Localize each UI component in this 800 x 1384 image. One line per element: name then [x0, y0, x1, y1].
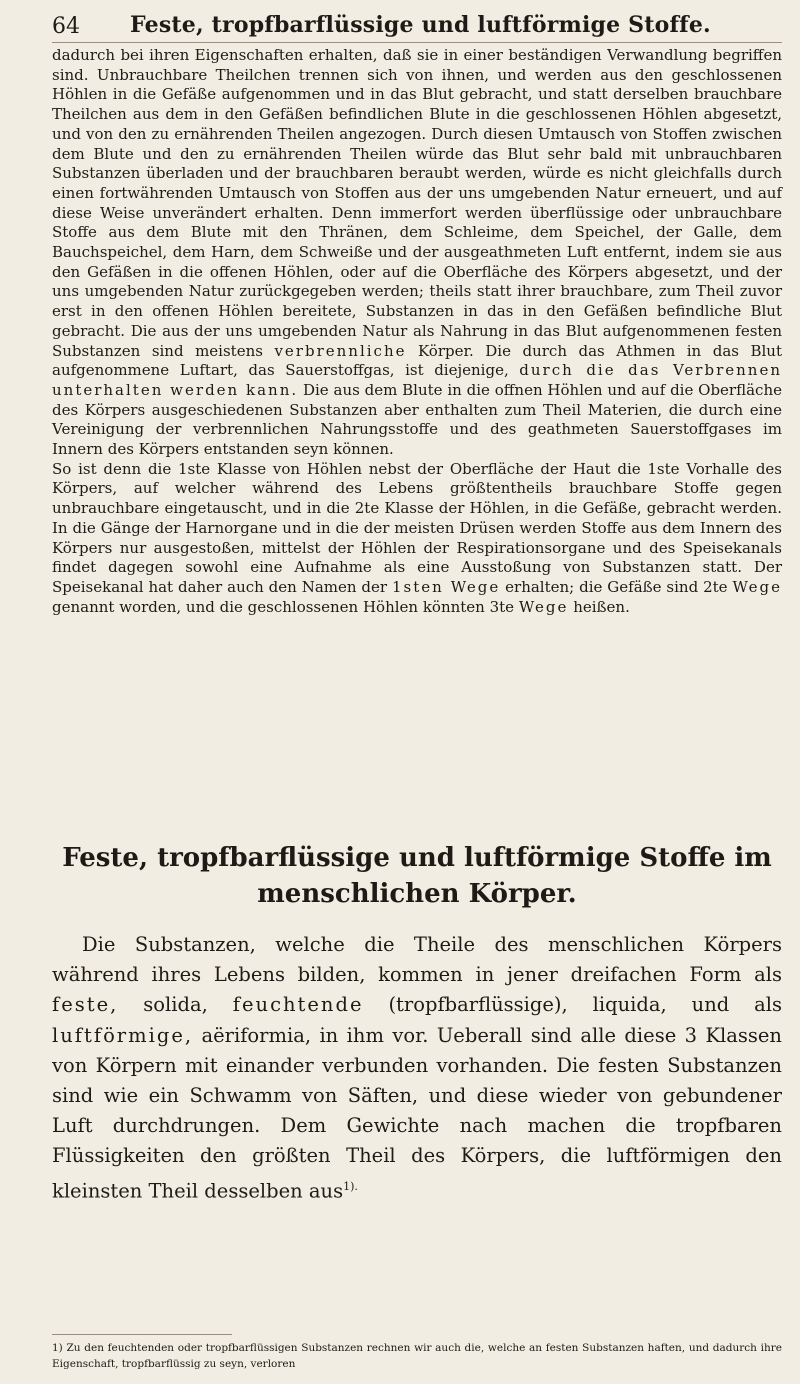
paragraph-2d-text: heißen. [573, 597, 630, 616]
section-text-3: (tropfbarflüssige), liquida, und als [388, 993, 783, 1017]
spaced-term: Wege [732, 577, 782, 596]
spaced-term: Wege [518, 597, 569, 616]
section-text-4: aëriformia, in ihm vor. Ueberall sind alle diese 3 Klassen von Körpern mit einander verbunden vorhanden. Die festen Substanzen sind wie ein Schwamm von Säften, und diese wieder von gebundener Luft durchdrungen. Dem Gewichte nach machen die tropfbaren Flüssigkeiten den größten Theil des Körpers, die luftförmigen den kleinsten Theil desselben aus [52, 1023, 782, 1203]
page-number: 64 [52, 14, 80, 39]
footnote-divider [52, 1334, 232, 1335]
paragraph-2 [52, 460, 782, 618]
paragraph-1b-text: Körper. Die durch das Athmen in das Blut aufgenommene Luftart, das Sauerstoffgas, ist diejenige, [52, 341, 782, 380]
spaced-term: feste, [52, 993, 119, 1017]
body-text [52, 46, 782, 617]
spaced-term: luftförmige, [52, 1023, 194, 1047]
paragraph-2b-text: erhalten; die Gefäße sind 2te [505, 577, 728, 596]
spaced-term: feuchtende [232, 993, 364, 1017]
spaced-term: verbrennliche [274, 341, 407, 360]
page-header [52, 10, 782, 43]
paragraph-2c-text: genannt worden, und die geschlossenen Höhlen könnten 3te [52, 597, 515, 616]
spaced-term: 1sten Wege [392, 577, 501, 596]
section-paragraph [52, 930, 782, 1206]
paragraph-1-text: dadurch bei ihren Eigenschaften erhalten, daß sie in einer beständigen Verwandlung begriffen sind. Unbrauchbare Theilchen trennen sich von ihnen, und werden aus den geschlossenen Höhlen in die Gefäße aufgenommen und in das Blut gebracht, und statt derselben brauchbare Theilchen aus dem in den Gefäßen befindlichen Blute in die geschlossenen Höhlen abgesetzt, und von den zu ernährenden Theilen angezogen. Durch diesen Umtausch von Stoffen zwischen dem Blute und den zu ernährenden Theilen würde das Blut sehr bald mit unbrauchbaren Substanzen überladen und der brauchbaren beraubt werden, würde es nicht gleichfalls durch einen fortwährenden Umtausch von Stoffen aus der uns umgebenden Natur erneuert, und auf diese Weise unverändert erhalten. Denn immerfort werden überflüssige oder unbrauchbare Stoffe aus dem Blute mit den Thränen, dem Schleime, dem Speichel, der Galle, dem Bauchspeichel, dem Harn, dem Schweiße und der ausgeathmeten Luft entfernt, indem sie aus den Gefäßen in die offenen Höhlen, oder auf die Oberfläche des Körpers abgesetzt, und der uns umgebenden Natur zurückgegeben werden; theils statt ihrer brauchbare, zum Theil zuvor erst in den offenen Höhlen bereitete, Substanzen in das in den Gefäßen befindliche Blut gebracht. Die aus der uns umgebenden Natur als Nahrung in das Blut aufgenommenen festen Substanzen sind meistens [52, 46, 782, 360]
section-text [52, 930, 782, 1206]
paragraph-2-text: So ist denn die 1ste Klasse von Höhlen nebst der Oberfläche der Haut die 1ste Vorhalle des Körpers, auf welcher während des Lebens größtentheils brauchbare Stoffe gegen unbrauchbare eingetauscht, und in die 2te Klasse der Höhlen, in die Gefäße, gebracht werden. In die Gänge der Harnorgane und in die der meisten Drüsen werden Stoffe aus dem Innern des Körpers nur ausgestoßen, mittelst der Höhlen der Respirationsorgane und des Speisekanals findet dagegen sowohl eine Aufnahme als eine Ausstoßung von Substanzen statt. Der Speisekanal hat daher auch den Namen der [52, 459, 782, 596]
section-text-1: Die Substanzen, welche die Theile des menschlichen Körpers während ihres Lebens bilden, kommen in jener dreifachen Form als [52, 933, 782, 987]
paragraph-1c-text: Die aus dem Blute in die offnen Höhlen und auf die Oberfläche des Körpers ausgeschiedenen Substanzen aber enthalten zum Theil Materien, die durch eine Vereinigung der verbrennlichen Nahrungsstoffe und des geathmeten Sauerstoffgases im Innern des Körpers entstanden seyn können. [52, 380, 782, 459]
section-title: Feste, tropfbarflüssige und luftförmige Stoffe im menschlichen Körper. [62, 843, 772, 909]
spaced-phrase: durch die das Verbrennen unterhalten werden kann. [52, 361, 782, 399]
paragraph-1 [52, 46, 782, 460]
section-text-2: solida, [143, 993, 208, 1017]
footnote-reference: 1). [343, 1179, 358, 1193]
running-title: Feste, tropfbarflüssige und luftförmige Stoffe. [130, 12, 711, 38]
footnote: 1) Zu den feuchtenden oder tropfbarflüssigen Substanzen rechnen wir auch die, welche an festen Substanzen haften, und dadurch ihre Eigenschaft, tropfbarflüssig zu seyn, verloren [52, 1342, 782, 1370]
